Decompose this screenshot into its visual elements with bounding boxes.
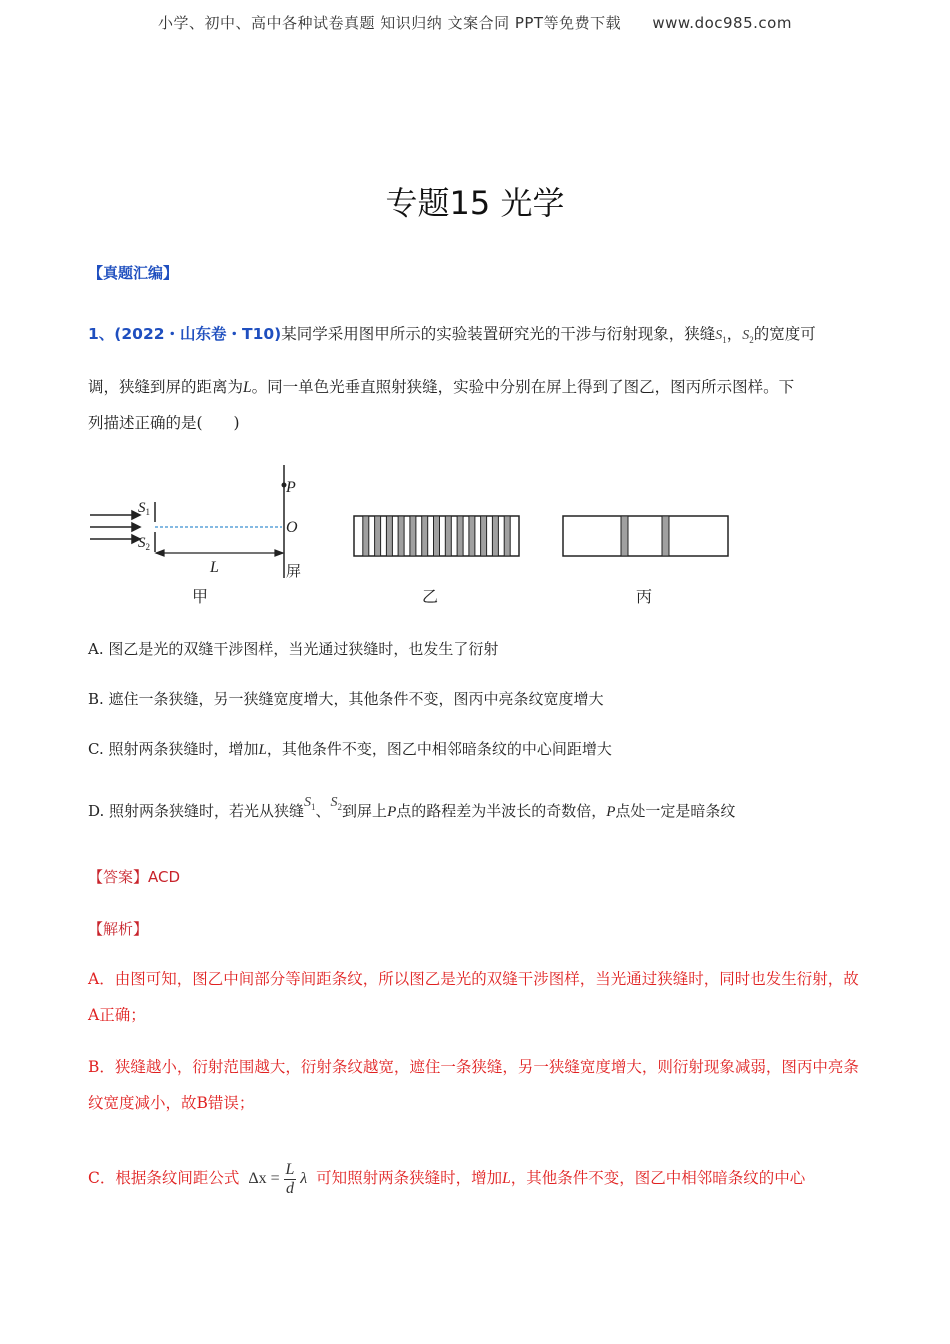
figure-bing <box>563 516 728 606</box>
question-line-2: 调，狭缝到屏的距离为L。同一单色光垂直照射狭缝，实验中分别在屏上得到了图乙，图丙所示图样。下 <box>88 377 795 396</box>
fringe-line <box>422 516 428 556</box>
fringe-line <box>492 516 498 556</box>
symbol-L: L <box>258 742 267 758</box>
label-s1: $S_1$ <box>138 500 150 517</box>
light-arrows <box>90 511 140 543</box>
fringe-line <box>375 516 381 556</box>
question-text-1: 某同学采用图甲所示的实验装置研究光的干涉与衍射现象，狭缝 <box>281 325 716 343</box>
fringe-line <box>504 516 510 556</box>
option-d[interactable]: D. 照射两条狭缝时，若光从狭缝$S_1$、$S_2$到屏上P点的路程差为半波长的奇数倍，P点处一定是暗条纹 <box>88 795 736 820</box>
question-stem <box>88 316 863 443</box>
fringe-line <box>457 516 463 556</box>
question-comma: ， <box>726 325 743 343</box>
page-title: 专题15 光学 <box>385 184 565 222</box>
fringe-line <box>481 516 487 556</box>
answer: 【答案】ACD <box>88 868 181 886</box>
symbol-P: P <box>606 804 616 820</box>
label-o: O <box>286 519 298 536</box>
symbol-L: L <box>243 378 252 396</box>
caption-jia: 甲 <box>192 587 209 606</box>
question-number: 1、(2022・山东卷・T10) <box>88 325 282 343</box>
slit-s2: $S_2$ <box>330 795 343 812</box>
option-c[interactable]: C. 照射两条狭缝时，增加L，其他条件不变，图乙中相邻暗条纹的中心间距增大 <box>88 740 612 758</box>
header-site-link[interactable]: www.doc985.com <box>652 14 792 32</box>
question-text-2: 的宽度可 <box>753 325 816 343</box>
label-p: P <box>286 479 296 496</box>
page-header <box>0 12 950 33</box>
section-label: 【真题汇编】 <box>88 264 179 282</box>
option-b[interactable]: B. 遮住一条狭缝，另一狭缝宽度增大，其他条件不变，图丙中亮条纹宽度增大 <box>88 690 604 708</box>
header-text: 小学、初中、高中各种试卷真题 知识归纳 文案合同 PPT等免费下载 <box>158 14 622 32</box>
option-a[interactable]: A. 图乙是光的双缝干涉图样，当光通过狭缝时，也发生了衍射 <box>88 640 499 658</box>
pattern-bing-fringe-right <box>662 516 669 556</box>
analysis-label: 【解析】 <box>88 920 149 938</box>
fringe-spacing-formula: Δx = $\frac{L}{d}$ λ <box>248 1160 308 1197</box>
figure-jia <box>90 465 301 606</box>
label-l: L <box>210 559 219 576</box>
symbol-P: P <box>387 804 397 820</box>
question-line-3: 列描述正确的是( ) <box>88 413 240 432</box>
fringe-line <box>386 516 392 556</box>
fringe-line <box>398 516 404 556</box>
label-screen: 屏 <box>286 562 302 580</box>
fringe-line <box>363 516 369 556</box>
distance-arrow <box>156 550 283 556</box>
caption-yi: 乙 <box>422 587 439 606</box>
caption-bing: 丙 <box>636 587 653 606</box>
figure-yi <box>354 516 519 606</box>
fringe-line <box>410 516 416 556</box>
pattern-bing-fringe-left <box>621 516 628 556</box>
label-s2: $S_2$ <box>138 535 150 552</box>
question-line-1 <box>88 316 863 358</box>
pattern-bing-frame <box>563 516 728 556</box>
fringe-line <box>469 516 475 556</box>
analysis-a: A．由图可知，图乙中间部分等间距条纹，所以图乙是光的双缝干涉图样，当光通过狭缝时，同时也发生衍射，故A正确； <box>88 970 859 1024</box>
fringe-line <box>434 516 440 556</box>
slit-s1: $S_1$ <box>304 795 316 812</box>
analysis-c: C．根据条纹间距公式 Δx = $\frac{L}{d}$ λ 可知照射两条狭缝时，增加L，其他条件不变，图乙中相邻暗条纹的中心 <box>88 1140 863 1217</box>
symbol-L: L <box>502 1170 511 1187</box>
slit-s1: $S_1$ <box>715 328 727 345</box>
analysis-b: B．狭缝越小，衍射范围越大，衍射条纹越宽，遮住一条狭缝，另一狭缝宽度增大，则衍射现象减弱，图丙中亮条纹宽度减小，故B错误； <box>88 1058 859 1112</box>
fringe-line <box>445 516 451 556</box>
experiment-figure <box>80 460 760 620</box>
slit-s2: $S_2$ <box>742 328 754 345</box>
